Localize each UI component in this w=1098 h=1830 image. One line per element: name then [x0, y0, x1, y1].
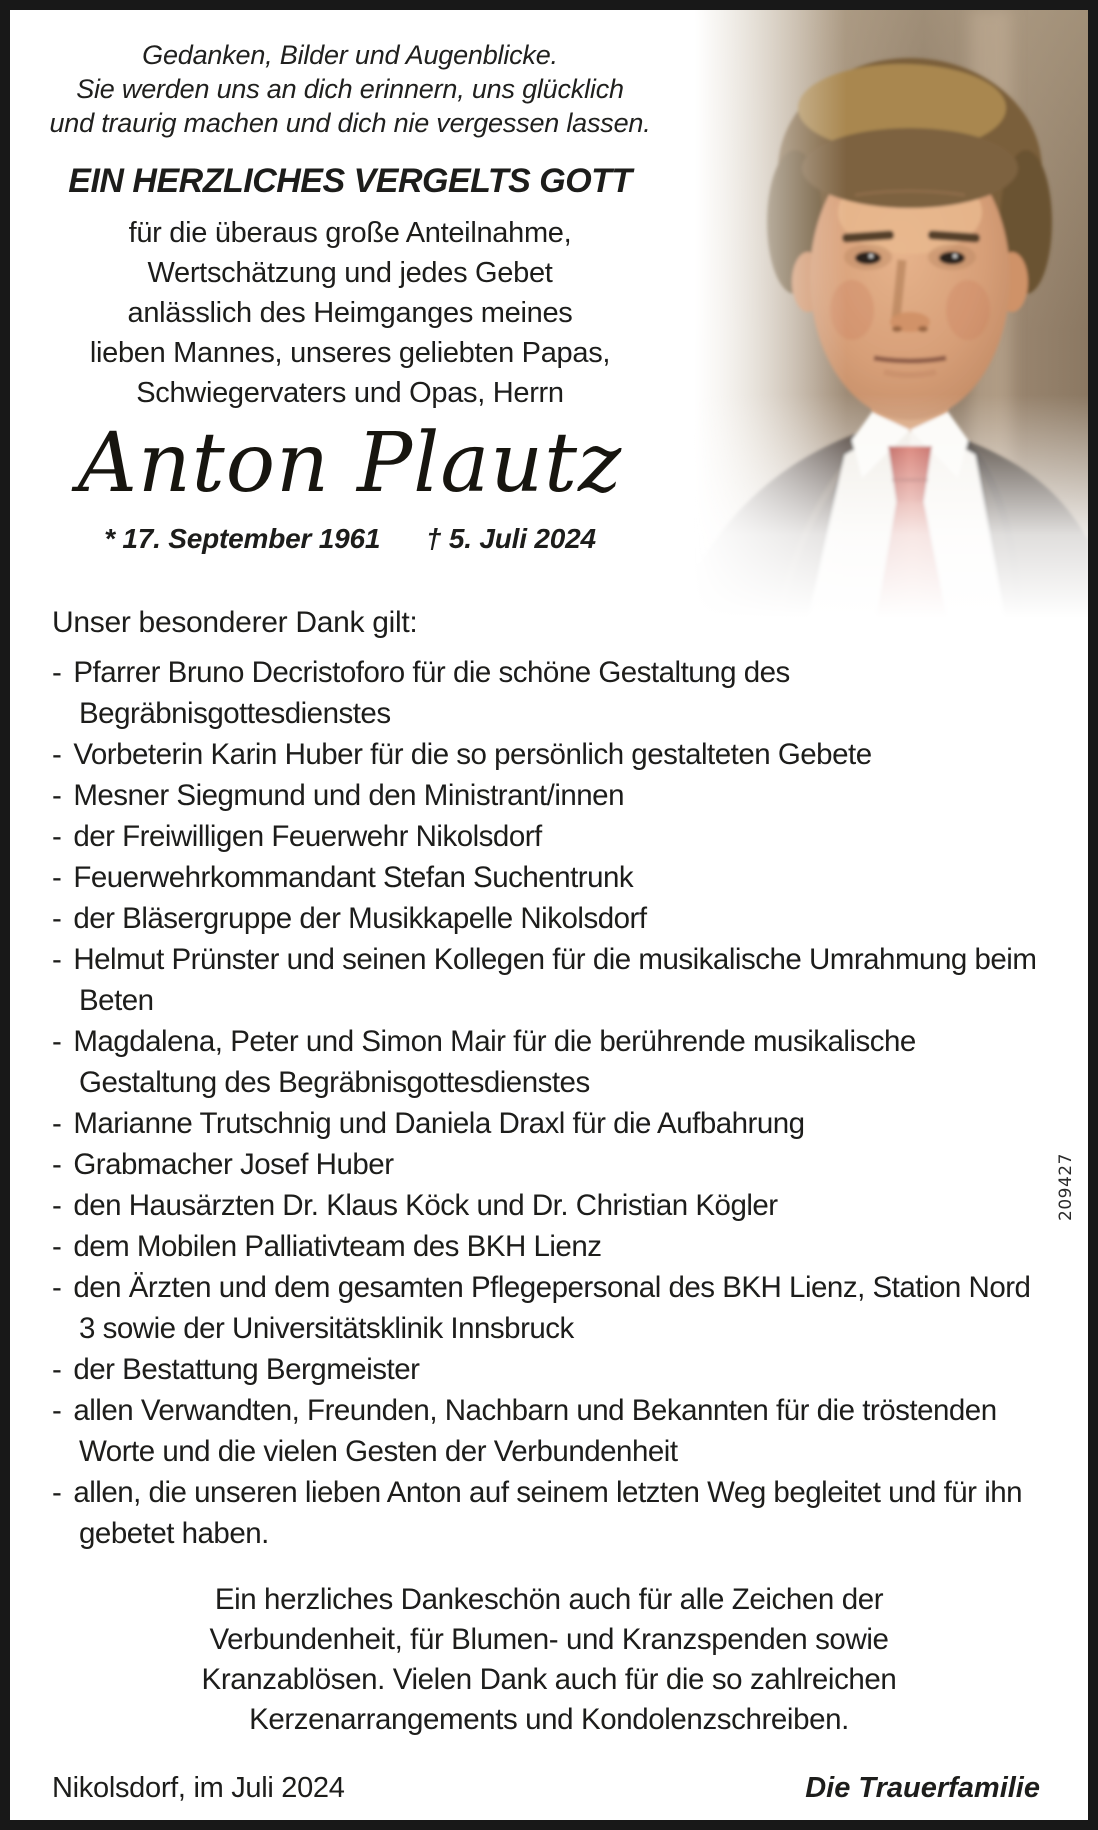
thanks-list-item: - den Hausärzten Dr. Klaus Köck und Dr. Christian Kögler	[52, 1185, 1044, 1226]
quote-line: Sie werden uns an dich erinnern, uns glücklich	[76, 74, 624, 104]
thanks-list-item: - Feuerwehrkommandant Stefan Suchentrunk	[52, 857, 1044, 898]
thanks-list-item: - Magdalena, Peter und Simon Mair für die berührende musikalische Gestaltung des Begräbnisgottesdienstes	[52, 1021, 1044, 1103]
thanks-list-item: - der Freiwilligen Feuerwehr Nikolsdorf	[52, 816, 1044, 857]
closing-line: Ein herzliches Dankeschön auch für alle Zeichen der	[214, 1583, 884, 1616]
death-date: † 5. Juli 2024	[425, 523, 596, 554]
thanks-list-item: - den Ärzten und dem gesamten Pflegepersonal des BKH Lienz, Station Nord 3 sowie der Universitätsklinik Innsbruck	[52, 1267, 1044, 1349]
thanks-section	[52, 606, 1044, 1554]
place-and-date: Nikolsdorf, im Juli 2024	[52, 1772, 345, 1804]
life-dates	[40, 523, 660, 555]
intro-line: lieben Mannes, unseres geliebten Papas,	[89, 337, 611, 369]
thanks-list-item: - Helmut Prünster und seinen Kollegen für die musikalische Umrahmung beim Beten	[52, 939, 1044, 1021]
thanks-heading: EIN HERZLICHES VERGELTS GOTT	[68, 162, 632, 200]
closing-line: Kerzenarrangements und Kondolenzschreiben.	[249, 1703, 849, 1736]
header-column	[40, 38, 660, 555]
memorial-quote	[40, 38, 660, 140]
quote-line: Gedanken, Bilder und Augenblicke.	[142, 40, 558, 70]
intro-line: für die überaus große Anteilnahme,	[128, 217, 572, 249]
thanks-list-item: - Pfarrer Bruno Decristoforo für die schöne Gestaltung des Begräbnisgottesdienstes	[52, 652, 1044, 734]
thanks-list-item: - allen Verwandten, Freunden, Nachbarn und Bekannten für die tröstenden Worte und die vielen Gesten der Verbundenheit	[52, 1390, 1044, 1472]
thanks-list-item: - Vorbeterin Karin Huber für die so persönlich gestalteten Gebete	[52, 734, 1044, 775]
signature-family: Die Trauerfamilie	[805, 1772, 1040, 1804]
thanks-list	[52, 652, 1044, 1554]
thanks-list-item: - dem Mobilen Palliativteam des BKH Lienz	[52, 1226, 1044, 1267]
thanks-list-item: - der Bläsergruppe der Musikkapelle Nikolsdorf	[52, 898, 1044, 939]
thanks-list-item: - der Bestattung Bergmeister	[52, 1349, 1044, 1390]
thanks-list-item: - allen, die unseren lieben Anton auf seinem letzten Weg begleitet und für ihn gebetet haben.	[52, 1472, 1044, 1554]
intro-line: anlässlich des Heimganges meines	[127, 297, 573, 329]
thanks-list-item: - Grabmacher Josef Huber	[52, 1144, 1044, 1185]
intro-line: Wertschätzung und jedes Gebet	[147, 257, 553, 289]
reference-number: 209427	[1056, 1153, 1076, 1221]
intro-line: Schwiegervaters und Opas, Herrn	[136, 377, 564, 409]
closing-line: Verbundenheit, für Blumen- und Kranzspenden sowie	[209, 1623, 889, 1656]
closing-line: Kranzablösen. Vielen Dank auch für die so zahlreichen	[201, 1663, 897, 1696]
intro-paragraph	[40, 213, 660, 413]
deceased-name: Anton Plautz	[77, 416, 623, 511]
thanks-section-title: Unser besonderer Dank gilt:	[52, 606, 418, 639]
thanks-list-item: - Marianne Trutschnig und Daniela Draxl für die Aufbahrung	[52, 1103, 1044, 1144]
thanks-list-item: - Mesner Siegmund und den Ministrant/innen	[52, 775, 1044, 816]
birth-date: * 17. September 1961	[104, 523, 381, 554]
quote-line: und traurig machen und dich nie vergessen lassen.	[49, 108, 651, 138]
closing-paragraph	[49, 1580, 1049, 1740]
